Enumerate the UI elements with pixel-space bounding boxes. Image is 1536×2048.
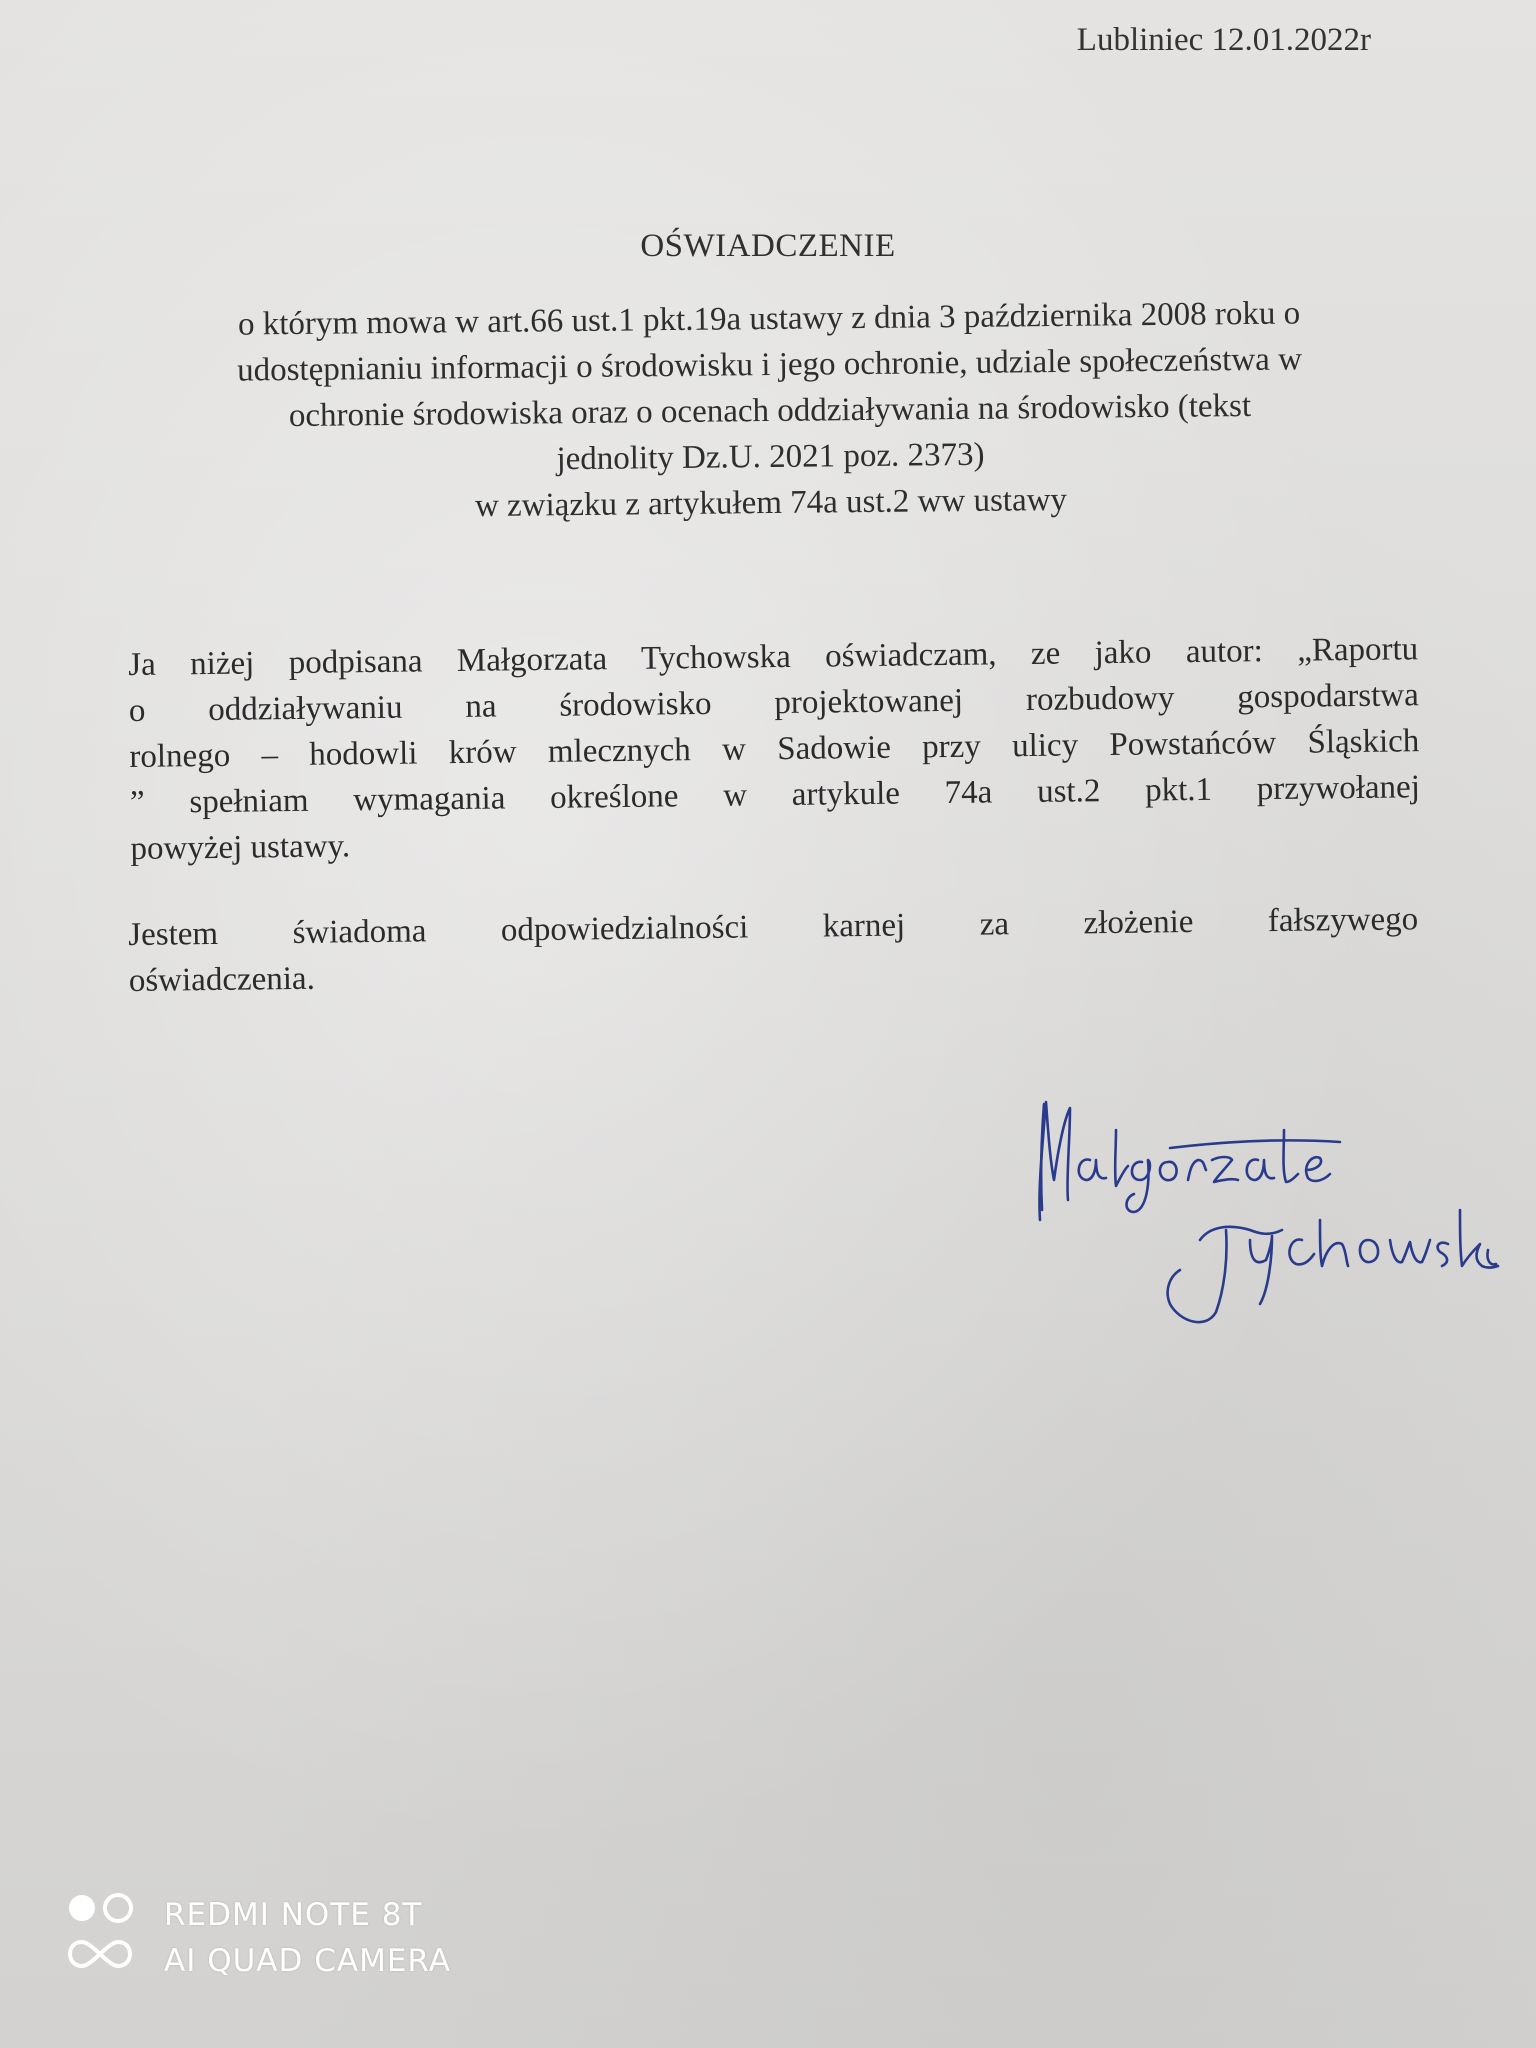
watermark-text [164, 1892, 451, 1984]
subtitle-line: ochronie środowiska oraz o ocenach oddziaływania na środowisko (tekst [288, 387, 1252, 435]
subtitle-line: jednolity Dz.U. 2021 poz. 2373) [556, 436, 985, 478]
document-title: OŚWIADCZENIE [640, 228, 896, 264]
paragraph-line: oświadczenia. [128, 960, 316, 999]
paragraph-line: Jestem świadoma odpowiedzialności karnej za złożenie fałszywego [128, 901, 1419, 953]
handwritten-signature [1020, 1090, 1500, 1330]
document-subtitle [129, 289, 1411, 532]
subtitle-line: w związku z artykułem 74a ust.2 ww ustawy [474, 481, 1068, 525]
paragraph-line: rolnego – hodowli krów mlecznych w Sadowie przy ulicy Powstańców Śląskich [129, 723, 1420, 775]
liability-paragraph [128, 896, 1419, 1004]
watermark-model: REDMI NOTE 8T [164, 1897, 423, 1933]
watermark-camera: AI QUAD CAMERA [164, 1943, 451, 1979]
paragraph-line: ” spełniam wymagania określone w artykule 74a ust.2 pkt.1 przywołanej [129, 769, 1421, 821]
date-line: Lubliniec 12.01.2022r [1076, 22, 1371, 58]
paragraph-line: Ja niżej podpisana Małgorzata Tychowska oświadczam, ze jako autor: „Raportu [128, 631, 1419, 683]
dual-lens-icon [64, 1892, 144, 1972]
declaration-paragraph [128, 626, 1421, 872]
subtitle-line: udostępnianiu informacji o środowisku i jego ochronie, udziale społeczeństwa w [236, 341, 1303, 389]
subtitle-line: o którym mowa w art.66 ust.1 pkt.19a ustawy z dnia 3 października 2008 roku o [237, 295, 1301, 343]
paragraph-line: powyżej ustawy. [130, 828, 351, 867]
camera-watermark [64, 1892, 484, 1992]
paragraph-line: o oddziaływaniu na środowisko projektowanej rozbudowy gospodarstwa [128, 677, 1419, 729]
